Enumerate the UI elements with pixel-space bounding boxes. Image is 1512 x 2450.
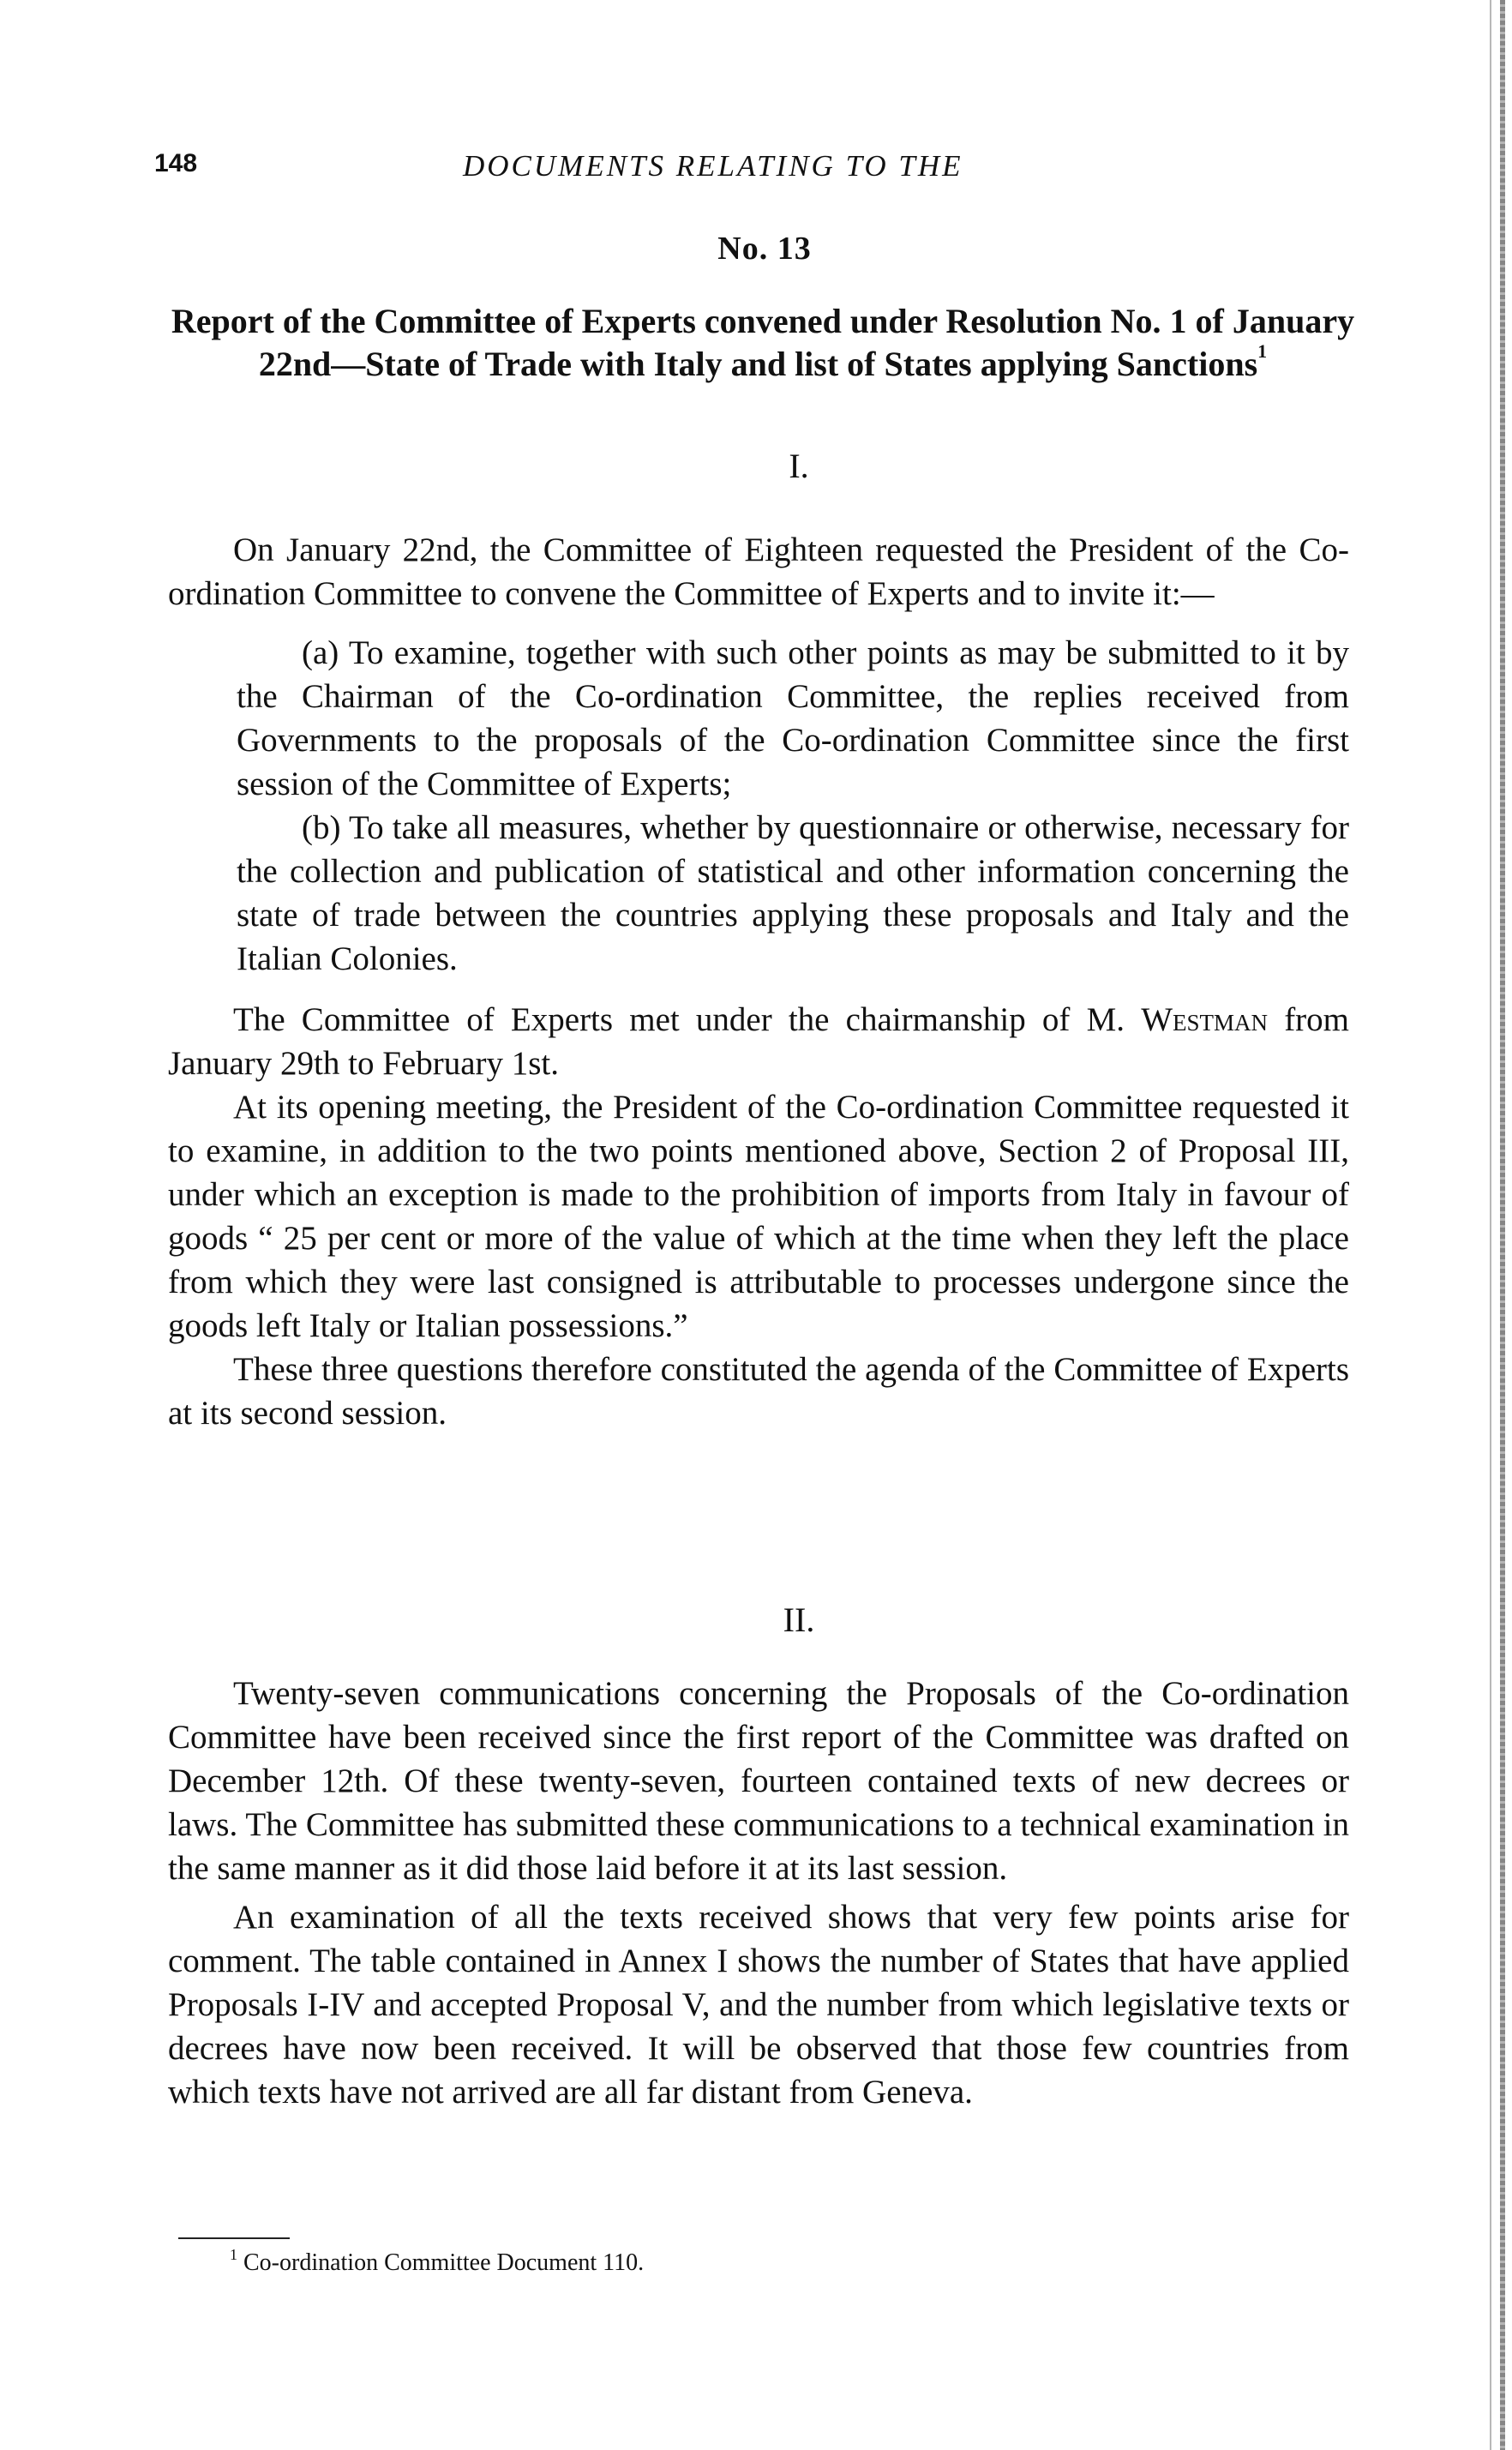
list-item-a: [237, 631, 1349, 806]
footnote-text: Co-ordination Committee Document 110.: [243, 2249, 645, 2276]
footnote-rule: [178, 2237, 290, 2239]
paragraph: Twenty-seven communications concerning the Proposals of the Co-ordination Committee have been received since the first report of the Committee was drafted on December 12th. Of these twenty-seven, fourteen contained texts of new decrees or laws. The Committee has submitted these communications to a technical examination in the same manner as it did those laid before it at its last session.: [168, 1675, 1349, 1887]
page-edge-line: [1490, 0, 1491, 2450]
chairman-name: Westman: [1141, 1001, 1269, 1038]
paragraph: At its opening meeting, the President of the Co-ordination Committee requested it to examine, in addition to the two points mentioned above, Section 2 of Proposal III, under which an exception is made to the prohibition of imports from Italy in favour of goods “ 25 per cent or more of the value of which at the time when they left the place from which they were last consigned is attributable to processes undergone since the goods left Italy or Italian possessions.”: [168, 1089, 1349, 1344]
document-number: No. 13: [717, 231, 812, 267]
running-head: DOCUMENTS RELATING TO THE: [463, 149, 963, 183]
page-header: [0, 149, 1512, 187]
paragraph: On January 22nd, the Committee of Eighteen requested the President of the Co-ordination Committee to convene the Committee of Experts and to invite it:—: [168, 531, 1349, 612]
paragraph-text: The Committee of Experts met under the chairmanship of M.: [233, 1001, 1125, 1038]
section-heading-1: I.: [789, 447, 809, 485]
section-2-body: [168, 1672, 1349, 2114]
footnote: [230, 2246, 645, 2277]
section-heading-2: II.: [783, 1600, 815, 1639]
list-item-a-label: (a): [302, 634, 339, 671]
paragraph: [168, 998, 1349, 1085]
title-footnote-mark: 1: [1257, 340, 1268, 362]
list-item-b: [237, 806, 1349, 981]
page-edge-shadow: [1500, 0, 1505, 2450]
list-item-a-text: To examine, together with such other points as may be submitted to it by the Chairman of the Co-ordination Committee, the replies received from Governments to the proposals of the Co-ordination Committee since the first session of the Committee of Experts;: [237, 634, 1350, 802]
footnote-mark: 1: [230, 2246, 237, 2263]
list-item-b-label: (b): [302, 809, 341, 846]
paragraph: These three questions therefore constituted the agenda of the Committee of Experts at its second session.: [168, 1351, 1349, 1432]
report-title-text: Report of the Committee of Experts convened under Resolution No. 1 of January 22nd—State of Trade with Italy and list of States applying Sanctions: [171, 302, 1355, 383]
report-title: [154, 300, 1371, 386]
paragraph: An examination of all the texts received shows that very few points arise for comment. The table contained in Annex I shows the number of States that have applied Proposals I-IV and accepted Proposal V, and the number from which legislative texts or decrees have now been received. It will be observed that those few countries from which texts have not arrived are all far distant from Geneva.: [168, 1899, 1349, 2111]
list-item-b-text: To take all measures, whether by questionnaire or otherwise, necessary for the collection and publication of statistical and other information concerning the state of trade between the countries applying these proposals and Italy and the Italian Colonies.: [237, 809, 1349, 977]
section-1-body: [168, 528, 1349, 1435]
paragraph-text: from January 29th to February 1st.: [168, 1001, 1349, 1082]
page-number: 148: [154, 149, 198, 177]
